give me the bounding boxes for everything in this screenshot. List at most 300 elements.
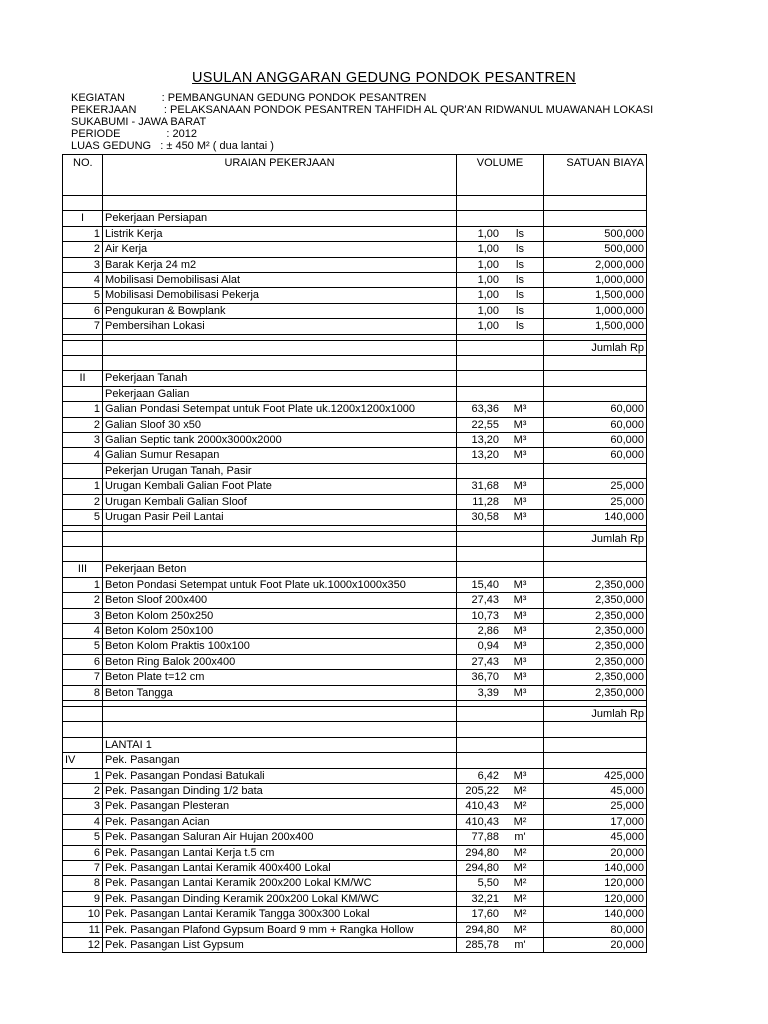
row-volume <box>457 737 544 752</box>
row-no: 1 <box>63 402 103 417</box>
row-volume <box>457 242 544 257</box>
row-volume <box>457 639 544 654</box>
volume-unit: ls <box>516 243 524 256</box>
row-description: Pek. Pasangan Lantai Keramik 200x200 Lokal KM/WC <box>103 876 457 891</box>
row-no <box>63 463 103 478</box>
row-description: Pek. Pasangan Lantai Keramik 400x400 Lokal <box>103 861 457 876</box>
row-description <box>103 706 457 721</box>
row-price: 25,000 <box>544 494 647 509</box>
row-description: Pembersihan Lokasi <box>103 319 457 334</box>
row-price: 2,350,000 <box>544 593 647 608</box>
row-no: 2 <box>63 494 103 509</box>
table-row <box>63 799 647 814</box>
volume-unit: M³ <box>513 495 527 508</box>
row-description: Pek. Pasangan <box>103 753 457 768</box>
volume-quantity: 77,88 <box>471 831 499 844</box>
table-row <box>63 861 647 876</box>
row-price: 60,000 <box>544 402 647 417</box>
table-row <box>63 448 647 463</box>
row-description <box>103 356 457 371</box>
table-row <box>63 922 647 937</box>
row-volume <box>457 546 544 561</box>
row-no: 3 <box>63 257 103 272</box>
row-price: 2,350,000 <box>544 623 647 638</box>
row-description: Barak Kerja 24 m2 <box>103 257 457 272</box>
row-price: 1,000,000 <box>544 303 647 318</box>
row-price: 45,000 <box>544 783 647 798</box>
info-periode: PERIODE : 2012 <box>71 128 197 140</box>
row-no: 2 <box>63 417 103 432</box>
row-description <box>103 722 457 737</box>
header-satuan: SATUAN BIAYA <box>544 155 647 196</box>
row-no: 8 <box>63 685 103 700</box>
table-row <box>63 654 647 669</box>
volume-quantity: 1,00 <box>477 304 499 317</box>
row-description: Urugan Kembali Galian Sloof <box>103 494 457 509</box>
row-no: 7 <box>63 670 103 685</box>
row-no: 6 <box>63 303 103 318</box>
row-no: 10 <box>63 907 103 922</box>
table-row <box>63 685 647 700</box>
volume-group <box>459 769 541 783</box>
volume-group <box>459 510 541 524</box>
row-description: Galian Pondasi Setempat untuk Foot Plate uk.1200x1200x1000 <box>103 402 457 417</box>
row-volume <box>457 670 544 685</box>
volume-unit: ls <box>516 274 524 287</box>
table-row <box>63 891 647 906</box>
volume-unit: M³ <box>513 769 527 782</box>
volume-quantity: 27,43 <box>471 594 499 607</box>
row-no <box>63 546 103 561</box>
volume-quantity: 10,73 <box>471 609 499 622</box>
volume-unit: M² <box>513 923 527 936</box>
volume-group <box>459 242 541 256</box>
volume-unit: M² <box>513 784 527 797</box>
row-price: 2,350,000 <box>544 670 647 685</box>
table-row-sub <box>63 386 647 401</box>
info-luas: LUAS GEDUNG : ± 450 M² ( dua lantai ) <box>71 140 274 152</box>
row-volume <box>457 196 544 211</box>
table-row-total <box>63 340 647 355</box>
row-no <box>63 722 103 737</box>
row-volume <box>457 654 544 669</box>
volume-group <box>459 402 541 416</box>
row-price: 2,350,000 <box>544 639 647 654</box>
row-price: 425,000 <box>544 768 647 783</box>
row-volume <box>457 577 544 592</box>
volume-quantity: 1,00 <box>477 289 499 302</box>
row-volume <box>457 448 544 463</box>
volume-unit: M² <box>513 846 527 859</box>
row-volume <box>457 608 544 623</box>
table-row <box>63 257 647 272</box>
table-row-sub <box>63 737 647 752</box>
volume-group <box>459 319 541 333</box>
table-row <box>63 402 647 417</box>
row-price: 500,000 <box>544 242 647 257</box>
row-no: 7 <box>63 861 103 876</box>
row-volume <box>457 463 544 478</box>
table-row <box>63 303 647 318</box>
row-volume <box>457 531 544 546</box>
volume-quantity: 15,40 <box>471 578 499 591</box>
row-price <box>544 386 647 401</box>
row-description: Galian Sumur Resapan <box>103 448 457 463</box>
row-price: 20,000 <box>544 845 647 860</box>
row-volume <box>457 371 544 386</box>
row-no: I <box>63 211 103 226</box>
row-price: 45,000 <box>544 830 647 845</box>
row-no: 8 <box>63 876 103 891</box>
volume-group <box>459 686 541 700</box>
volume-quantity: 294,80 <box>465 923 499 936</box>
table-row-blank <box>63 722 647 737</box>
volume-quantity: 1,00 <box>477 227 499 240</box>
row-no: 1 <box>63 577 103 592</box>
volume-group <box>459 227 541 241</box>
row-price <box>544 546 647 561</box>
row-description: Galian Sloof 30 x50 <box>103 417 457 432</box>
row-no <box>63 196 103 211</box>
volume-quantity: 1,00 <box>477 243 499 256</box>
row-volume <box>457 830 544 845</box>
subtotal-label: Jumlah Rp <box>544 531 647 546</box>
row-volume <box>457 799 544 814</box>
row-volume <box>457 907 544 922</box>
volume-group <box>459 479 541 493</box>
row-no: 2 <box>63 783 103 798</box>
row-description: Listrik Kerja <box>103 226 457 241</box>
table-row <box>63 830 647 845</box>
row-no: 5 <box>63 830 103 845</box>
header-volume: VOLUME <box>457 155 544 196</box>
table-row-section <box>63 211 647 226</box>
volume-quantity: 5,50 <box>477 877 499 890</box>
table-row-section <box>63 371 647 386</box>
row-volume <box>457 494 544 509</box>
volume-quantity: 30,58 <box>471 511 499 524</box>
row-description: Beton Pondasi Setempat untuk Foot Plate uk.1000x1000x350 <box>103 577 457 592</box>
row-price: 500,000 <box>544 226 647 241</box>
volume-group <box>459 815 541 829</box>
volume-quantity: 13,20 <box>471 449 499 462</box>
volume-group <box>459 907 541 921</box>
volume-group <box>459 670 541 684</box>
row-volume <box>457 386 544 401</box>
row-volume <box>457 593 544 608</box>
row-description: Mobilisasi Demobilisasi Alat <box>103 273 457 288</box>
row-no: IV <box>63 753 103 768</box>
volume-quantity: 6,42 <box>477 769 499 782</box>
row-description: Pek. Pasangan Saluran Air Hujan 200x400 <box>103 830 457 845</box>
table-row <box>63 577 647 592</box>
table-row <box>63 845 647 860</box>
row-description: Beton Sloof 200x400 <box>103 593 457 608</box>
volume-unit: M² <box>513 800 527 813</box>
row-no: 3 <box>63 433 103 448</box>
volume-group <box>459 923 541 937</box>
row-description: Pekerjaan Tanah <box>103 371 457 386</box>
table-row <box>63 814 647 829</box>
row-volume <box>457 845 544 860</box>
volume-quantity: 36,70 <box>471 671 499 684</box>
volume-unit: m' <box>514 831 526 844</box>
row-volume <box>457 226 544 241</box>
row-description <box>103 546 457 561</box>
row-volume <box>457 706 544 721</box>
row-volume <box>457 814 544 829</box>
volume-group <box>459 258 541 272</box>
row-description: Pek. Pasangan Dinding 1/2 bata <box>103 783 457 798</box>
row-description: Beton Plate t=12 cm <box>103 670 457 685</box>
row-price: 1,000,000 <box>544 273 647 288</box>
volume-quantity: 1,00 <box>477 320 499 333</box>
volume-quantity: 17,60 <box>471 908 499 921</box>
table-row <box>63 907 647 922</box>
row-description: Pek. Pasangan Dinding Keramik 200x200 Lokal KM/WC <box>103 891 457 906</box>
row-volume <box>457 340 544 355</box>
volume-unit: M² <box>513 815 527 828</box>
table-row-total <box>63 706 647 721</box>
volume-unit: M³ <box>513 671 527 684</box>
header-no: NO. <box>63 155 103 196</box>
volume-quantity: 285,78 <box>465 939 499 952</box>
row-description: Pek. Pasangan Acian <box>103 814 457 829</box>
volume-group <box>459 830 541 844</box>
table-row <box>63 608 647 623</box>
table-row-total <box>63 531 647 546</box>
volume-group <box>459 448 541 462</box>
row-volume <box>457 510 544 525</box>
volume-unit: M³ <box>513 655 527 668</box>
row-description: Pek. Pasangan Plafond Gypsum Board 9 mm + Rangka Hollow <box>103 922 457 937</box>
volume-unit: M³ <box>513 418 527 431</box>
table-row <box>63 783 647 798</box>
volume-quantity: 3,39 <box>477 686 499 699</box>
volume-quantity: 13,20 <box>471 434 499 447</box>
row-volume <box>457 562 544 577</box>
row-no: III <box>63 562 103 577</box>
row-description: Urugan Pasir Peil Lantai <box>103 510 457 525</box>
table-row <box>63 876 647 891</box>
volume-unit: M² <box>513 908 527 921</box>
info-pekerjaan: PEKERJAAN : PELAKSANAAN PONDOK PESANTREN TAHFIDH AL QUR'AN RIDWANUL MUAWANAH LOKASI <box>71 104 654 116</box>
volume-quantity: 27,43 <box>471 655 499 668</box>
volume-group <box>459 609 541 623</box>
row-volume <box>457 753 544 768</box>
volume-quantity: 1,00 <box>477 274 499 287</box>
volume-group <box>459 861 541 875</box>
row-no <box>63 706 103 721</box>
table-row-blank <box>63 356 647 371</box>
table-row <box>63 319 647 334</box>
volume-group <box>459 495 541 509</box>
row-price <box>544 737 647 752</box>
row-description: Pek. Pasangan Lantai Kerja t.5 cm <box>103 845 457 860</box>
volume-group <box>459 639 541 653</box>
volume-group <box>459 624 541 638</box>
row-volume <box>457 273 544 288</box>
row-price: 2,350,000 <box>544 608 647 623</box>
row-volume <box>457 479 544 494</box>
volume-unit: M² <box>513 892 527 905</box>
row-no: II <box>63 371 103 386</box>
row-price: 2,000,000 <box>544 257 647 272</box>
volume-unit: M³ <box>513 640 527 653</box>
table-row <box>63 417 647 432</box>
volume-unit: M³ <box>513 624 527 637</box>
volume-group <box>459 938 541 952</box>
row-no <box>63 737 103 752</box>
table-row-blank <box>63 196 647 211</box>
volume-group <box>459 418 541 432</box>
row-description: Beton Tangga <box>103 685 457 700</box>
volume-quantity: 205,22 <box>465 784 499 797</box>
row-volume <box>457 876 544 891</box>
row-no: 11 <box>63 922 103 937</box>
volume-group <box>459 784 541 798</box>
row-description: Pekerjaan Persiapan <box>103 211 457 226</box>
volume-quantity: 410,43 <box>465 800 499 813</box>
row-no: 7 <box>63 319 103 334</box>
row-volume <box>457 433 544 448</box>
row-no: 3 <box>63 799 103 814</box>
row-no: 2 <box>63 242 103 257</box>
row-no: 2 <box>63 593 103 608</box>
row-volume <box>457 938 544 953</box>
row-description <box>103 340 457 355</box>
row-volume <box>457 417 544 432</box>
volume-quantity: 11,28 <box>472 495 499 508</box>
volume-unit: M² <box>513 877 527 890</box>
table-row <box>63 510 647 525</box>
row-price: 2,350,000 <box>544 577 647 592</box>
row-no <box>63 531 103 546</box>
table-row <box>63 768 647 783</box>
row-description: Pekerjaan Galian <box>103 386 457 401</box>
row-description <box>103 531 457 546</box>
row-price: 25,000 <box>544 799 647 814</box>
row-no: 4 <box>63 273 103 288</box>
table-row <box>63 670 647 685</box>
volume-group <box>459 578 541 592</box>
row-description: Urugan Kembali Galian Foot Plate <box>103 479 457 494</box>
row-price: 120,000 <box>544 876 647 891</box>
table-row-sub <box>63 463 647 478</box>
table-row <box>63 639 647 654</box>
volume-unit: M² <box>513 862 527 874</box>
row-price: 2,350,000 <box>544 654 647 669</box>
row-volume <box>457 768 544 783</box>
volume-group <box>459 846 541 860</box>
row-description: Pengukuran & Bowplank <box>103 303 457 318</box>
table-row-section <box>63 562 647 577</box>
row-price <box>544 722 647 737</box>
row-no: 5 <box>63 639 103 654</box>
row-price <box>544 211 647 226</box>
row-volume <box>457 685 544 700</box>
table-row <box>63 433 647 448</box>
row-no: 5 <box>63 510 103 525</box>
row-description: Beton Kolom Praktis 100x100 <box>103 639 457 654</box>
volume-unit: M³ <box>513 403 527 416</box>
row-volume <box>457 402 544 417</box>
row-no: 6 <box>63 845 103 860</box>
row-price <box>544 356 647 371</box>
volume-group <box>459 304 541 318</box>
table-row <box>63 242 647 257</box>
row-price: 2,350,000 <box>544 685 647 700</box>
volume-unit: M³ <box>513 511 527 524</box>
row-description: Beton Kolom 250x250 <box>103 608 457 623</box>
table-row <box>63 938 647 953</box>
row-volume <box>457 722 544 737</box>
volume-quantity: 0,94 <box>477 640 499 653</box>
row-no: 12 <box>63 938 103 953</box>
volume-unit: ls <box>516 289 524 302</box>
row-price: 60,000 <box>544 433 647 448</box>
row-volume <box>457 922 544 937</box>
row-description: Pek. Pasangan Lantai Keramik Tangga 300x300 Lokal <box>103 907 457 922</box>
row-price <box>544 463 647 478</box>
row-volume <box>457 356 544 371</box>
volume-quantity: 31,68 <box>471 480 499 493</box>
row-no <box>63 340 103 355</box>
volume-group <box>459 655 541 669</box>
row-price: 120,000 <box>544 891 647 906</box>
volume-group <box>459 892 541 906</box>
row-description: Galian Septic tank 2000x3000x2000 <box>103 433 457 448</box>
volume-unit: M³ <box>513 594 527 607</box>
volume-group <box>459 876 541 890</box>
row-description: Pekerjan Urugan Tanah, Pasir <box>103 463 457 478</box>
volume-group <box>459 433 541 447</box>
table-row-section <box>63 753 647 768</box>
volume-quantity: 22,55 <box>471 418 499 431</box>
table-row <box>63 494 647 509</box>
row-description: Mobilisasi Demobilisasi Pekerja <box>103 288 457 303</box>
row-price <box>544 196 647 211</box>
row-no <box>63 356 103 371</box>
row-volume <box>457 211 544 226</box>
row-price: 20,000 <box>544 938 647 953</box>
volume-group <box>459 799 541 813</box>
row-volume <box>457 861 544 876</box>
volume-quantity: 2,86 <box>477 624 499 637</box>
volume-unit: M³ <box>513 449 527 462</box>
row-description: Beton Kolom 250x100 <box>103 623 457 638</box>
row-volume <box>457 257 544 272</box>
row-no <box>63 386 103 401</box>
row-price: 80,000 <box>544 922 647 937</box>
row-no: 5 <box>63 288 103 303</box>
volume-group <box>459 273 541 287</box>
row-volume <box>457 783 544 798</box>
row-description: Beton Ring Balok 200x400 <box>103 654 457 669</box>
volume-group <box>459 288 541 302</box>
volume-unit: M³ <box>513 578 527 591</box>
row-description <box>103 196 457 211</box>
row-no: 3 <box>63 608 103 623</box>
table-row-blank <box>63 546 647 561</box>
volume-group <box>459 593 541 607</box>
row-description: Air Kerja <box>103 242 457 257</box>
row-no: 1 <box>63 768 103 783</box>
subtotal-label: Jumlah Rp <box>544 340 647 355</box>
row-price: 17,000 <box>544 814 647 829</box>
row-volume <box>457 288 544 303</box>
row-volume <box>457 623 544 638</box>
